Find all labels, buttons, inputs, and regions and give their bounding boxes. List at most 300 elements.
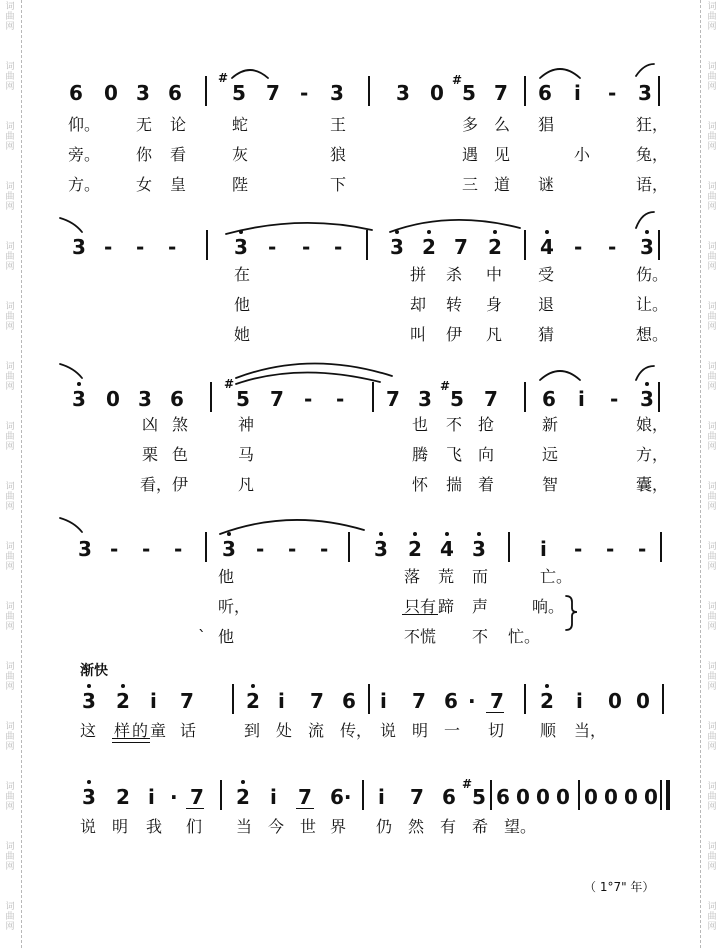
dash: - bbox=[574, 537, 583, 561]
dash: - bbox=[334, 235, 343, 259]
dash: - bbox=[288, 537, 297, 561]
lyric: 明 bbox=[412, 721, 429, 740]
slur bbox=[60, 218, 82, 232]
lyric: 着 bbox=[478, 475, 495, 494]
note-high: 3 bbox=[640, 388, 654, 410]
watermark-text: 词 曲 网 bbox=[5, 62, 15, 92]
lyric: 下 bbox=[330, 175, 347, 194]
lyric: 拼 bbox=[410, 265, 427, 284]
barline bbox=[490, 780, 492, 810]
rest: 0 bbox=[624, 785, 638, 809]
lyric: 样 bbox=[114, 721, 131, 740]
slur bbox=[60, 364, 82, 378]
lyric: 道 bbox=[494, 175, 511, 194]
watermark-text: 词 曲 网 bbox=[5, 242, 15, 272]
dash: - bbox=[610, 387, 619, 411]
note: 7 bbox=[270, 387, 284, 411]
dash: - bbox=[608, 81, 617, 105]
note: 7 bbox=[490, 689, 504, 713]
slur bbox=[60, 518, 82, 532]
sharp-sign: # bbox=[224, 377, 235, 391]
note: 5 bbox=[472, 785, 486, 809]
lyric: 一 bbox=[444, 721, 461, 740]
lyric: 而 bbox=[472, 567, 489, 586]
barline bbox=[348, 532, 350, 562]
slur bbox=[390, 220, 520, 232]
lyric: 忙。 bbox=[508, 627, 541, 646]
watermark-text: 词 曲 网 bbox=[707, 662, 717, 692]
lyric: 看 bbox=[170, 145, 187, 164]
lyric: 飞 bbox=[446, 445, 463, 464]
note: 3 bbox=[72, 235, 86, 259]
lyric: 他 bbox=[218, 627, 235, 646]
lyric: 兔， bbox=[636, 145, 669, 164]
note: 5 bbox=[462, 81, 476, 105]
watermark-text: 词 曲 网 bbox=[707, 902, 717, 932]
watermark-text: 词 曲 网 bbox=[5, 182, 15, 212]
dot: · bbox=[170, 785, 178, 809]
dash: - bbox=[110, 537, 119, 561]
lyric: ` bbox=[198, 627, 206, 646]
lyric: 明 bbox=[112, 817, 129, 836]
lyric: 女 bbox=[136, 175, 153, 194]
note-high: i bbox=[150, 689, 157, 713]
lyric: 神 bbox=[238, 415, 255, 434]
note-high: 3 bbox=[82, 786, 96, 808]
beam-line bbox=[486, 712, 504, 713]
lyric: 慌 bbox=[420, 627, 437, 646]
watermark-text: 词 曲 网 bbox=[707, 242, 717, 272]
lyric: 世 bbox=[300, 817, 317, 836]
barline bbox=[658, 76, 660, 106]
note-high: i bbox=[578, 387, 585, 411]
lyric: 声 bbox=[472, 597, 489, 616]
lyric: 也 bbox=[412, 415, 429, 434]
lyric: 凡 bbox=[238, 475, 255, 494]
note: 7 bbox=[410, 785, 424, 809]
sharp-sign: # bbox=[440, 379, 451, 393]
sharp-sign: # bbox=[462, 777, 473, 791]
note-high: 2 bbox=[540, 690, 554, 712]
dash: - bbox=[136, 235, 145, 259]
lyric: 说 bbox=[380, 721, 397, 740]
dash: - bbox=[608, 235, 617, 259]
lyric: 想。 bbox=[636, 325, 669, 344]
watermark-text: 词 曲 网 bbox=[5, 902, 15, 932]
lyric: 新 bbox=[542, 415, 559, 434]
note: 6 bbox=[496, 785, 510, 809]
note-high: i bbox=[378, 785, 385, 809]
note: 3 bbox=[330, 81, 344, 105]
beam-line bbox=[296, 808, 314, 809]
dash: - bbox=[104, 235, 113, 259]
note: 7 bbox=[412, 689, 426, 713]
lyric: 受 bbox=[538, 265, 555, 284]
lyric: 方， bbox=[636, 445, 669, 464]
lyric: 响。 bbox=[532, 597, 565, 616]
lyric: 当 bbox=[236, 817, 253, 836]
barline bbox=[524, 230, 526, 260]
barline bbox=[662, 684, 664, 714]
lyric: 转 bbox=[446, 295, 463, 314]
note: 0 bbox=[430, 81, 444, 105]
lyric: 论 bbox=[170, 115, 187, 134]
lyric: 怀 bbox=[412, 475, 429, 494]
note: 7 bbox=[266, 81, 280, 105]
lyric: 在 bbox=[234, 265, 251, 284]
lyric: 娘， bbox=[636, 415, 669, 434]
lyric: 处 bbox=[276, 721, 293, 740]
lyric: 语， bbox=[636, 175, 669, 194]
dash: - bbox=[302, 235, 311, 259]
note: 6 bbox=[69, 81, 83, 105]
barline bbox=[524, 382, 526, 412]
lyric: 仰。 bbox=[68, 115, 101, 134]
dash: - bbox=[574, 235, 583, 259]
barline bbox=[524, 684, 526, 714]
barline bbox=[578, 780, 580, 810]
lyric: 流 bbox=[308, 721, 325, 740]
lyric: 方。 bbox=[68, 175, 101, 194]
lyric: 远 bbox=[542, 445, 559, 464]
brace bbox=[566, 596, 577, 630]
lyric: 传， bbox=[340, 721, 373, 740]
lyric: 凡 bbox=[486, 325, 503, 344]
slur bbox=[236, 372, 380, 384]
lyric: 落 bbox=[404, 567, 421, 586]
lyric-underline bbox=[112, 738, 150, 739]
note: 7 bbox=[190, 785, 204, 809]
lyric: 伊 bbox=[446, 325, 463, 344]
note-high: 4 bbox=[540, 236, 554, 258]
dash: - bbox=[606, 537, 615, 561]
composition-year: （ 1°7" 年） bbox=[584, 880, 655, 894]
rest: 0 bbox=[608, 689, 622, 713]
note-high: 3 bbox=[472, 538, 486, 560]
rest: 0 bbox=[636, 689, 650, 713]
barline bbox=[368, 76, 370, 106]
barline bbox=[660, 780, 662, 810]
lyric: 灰 bbox=[232, 145, 249, 164]
watermark-text: 词 曲 网 bbox=[5, 722, 15, 752]
lyric: 凶 bbox=[142, 415, 159, 434]
watermark-text: 词 曲 网 bbox=[707, 302, 717, 332]
lyric-underline bbox=[402, 614, 438, 615]
lyric: 他 bbox=[218, 567, 235, 586]
lyric: 到 bbox=[244, 721, 261, 740]
lyric: 马 bbox=[238, 445, 255, 464]
lyric: 杀 bbox=[446, 265, 463, 284]
watermark-text: 词 曲 网 bbox=[5, 362, 15, 392]
dash: - bbox=[300, 81, 309, 105]
watermark-text: 词 曲 网 bbox=[707, 422, 717, 452]
lyric: 望。 bbox=[504, 817, 537, 836]
lyric: 腾 bbox=[412, 445, 429, 464]
rest: 0 bbox=[556, 785, 570, 809]
note: 5 bbox=[450, 387, 464, 411]
dash: - bbox=[142, 537, 151, 561]
beam-line bbox=[186, 808, 204, 809]
lyric: 荒 bbox=[438, 567, 455, 586]
lyric: 囊， bbox=[636, 475, 669, 494]
watermark-text: 词 曲 网 bbox=[5, 842, 15, 872]
barline bbox=[660, 532, 662, 562]
watermark-text: 词 曲 网 bbox=[5, 662, 15, 692]
lyric: 身 bbox=[486, 295, 503, 314]
lyric: 见 bbox=[494, 145, 511, 164]
lyric: 伤。 bbox=[636, 265, 669, 284]
lyric: 煞 bbox=[172, 415, 189, 434]
note-high: i bbox=[540, 537, 547, 561]
watermark-text: 词 曲 网 bbox=[5, 602, 15, 632]
barline bbox=[372, 382, 374, 412]
lyric: 旁。 bbox=[68, 145, 101, 164]
barline bbox=[524, 76, 526, 106]
note: 3 bbox=[418, 387, 432, 411]
lyric: 希 bbox=[472, 817, 489, 836]
lyric: 让。 bbox=[636, 295, 669, 314]
lyric: 向 bbox=[478, 445, 495, 464]
lyric: 有 bbox=[440, 817, 457, 836]
watermark-text: 词 曲 网 bbox=[5, 782, 15, 812]
lyric: 这 bbox=[80, 721, 97, 740]
lyric: 却 bbox=[410, 295, 427, 314]
barline bbox=[658, 382, 660, 412]
note-high: 2 bbox=[246, 690, 260, 712]
watermark-text: 词 曲 网 bbox=[707, 362, 717, 392]
lyric: 不 bbox=[472, 627, 489, 646]
lyric: 中 bbox=[486, 265, 503, 284]
note: 3 bbox=[136, 81, 150, 105]
note: 0 bbox=[104, 81, 118, 105]
lyric: 童 bbox=[150, 721, 167, 740]
lyric: 三 bbox=[462, 175, 479, 194]
lyric: 蛇 bbox=[232, 115, 249, 134]
note: 6 bbox=[170, 387, 184, 411]
barline bbox=[205, 532, 207, 562]
barline bbox=[368, 684, 370, 714]
lyric: 们 bbox=[186, 817, 203, 836]
note: 3 bbox=[138, 387, 152, 411]
note: 7 bbox=[310, 689, 324, 713]
watermark-text: 词 曲 网 bbox=[707, 542, 717, 572]
lyric: 小 bbox=[574, 145, 591, 164]
watermark-text: 词 曲 网 bbox=[5, 422, 15, 452]
slur bbox=[636, 64, 654, 76]
left-border bbox=[21, 0, 22, 948]
lyric: 谜 bbox=[538, 175, 555, 194]
dash: - bbox=[638, 537, 647, 561]
watermark-text: 词 曲 网 bbox=[5, 482, 15, 512]
lyric: 她 bbox=[234, 325, 251, 344]
note: 7 bbox=[180, 689, 194, 713]
slur bbox=[232, 70, 268, 78]
dash: - bbox=[256, 537, 265, 561]
dash: - bbox=[304, 387, 313, 411]
lyric: 的 bbox=[132, 721, 149, 740]
rest: 0 bbox=[536, 785, 550, 809]
watermark-text: 词 曲 网 bbox=[707, 602, 717, 632]
slur bbox=[636, 212, 654, 228]
note: 3 bbox=[78, 537, 92, 561]
lyric: 然 bbox=[408, 817, 425, 836]
note-high: i bbox=[380, 689, 387, 713]
lyric: 他 bbox=[234, 295, 251, 314]
note: 6 bbox=[538, 81, 552, 105]
note: 6· bbox=[330, 785, 352, 809]
rest: 0 bbox=[516, 785, 530, 809]
note: 0 bbox=[106, 387, 120, 411]
note: 5 bbox=[236, 387, 250, 411]
lyric: 王 bbox=[330, 115, 347, 134]
note: 7 bbox=[386, 387, 400, 411]
note: 6 bbox=[444, 689, 458, 713]
lyric: 蹄 bbox=[438, 597, 455, 616]
note-high: 3 bbox=[390, 236, 404, 258]
watermark-text: 词 曲 网 bbox=[707, 722, 717, 752]
barline bbox=[508, 532, 510, 562]
lyric: 仍 bbox=[376, 817, 393, 836]
watermark-text: 词 曲 网 bbox=[5, 122, 15, 152]
note-high: 3 bbox=[374, 538, 388, 560]
dash: - bbox=[268, 235, 277, 259]
lyric: 切 bbox=[488, 721, 505, 740]
barline bbox=[366, 230, 368, 260]
watermark-text: 词 曲 网 bbox=[5, 542, 15, 572]
lyric: 亡。 bbox=[540, 567, 573, 586]
rest: 0 bbox=[584, 785, 598, 809]
note-high: 3 bbox=[72, 388, 86, 410]
barline bbox=[206, 230, 208, 260]
barline bbox=[232, 684, 234, 714]
lyric: 狼 bbox=[330, 145, 347, 164]
dash: - bbox=[336, 387, 345, 411]
lyric: 皇 bbox=[170, 175, 187, 194]
note: 7 bbox=[494, 81, 508, 105]
note-high: 2 bbox=[488, 236, 502, 258]
note: 2 bbox=[116, 785, 130, 809]
note-high: 2 bbox=[236, 786, 250, 808]
note-high: 3 bbox=[222, 538, 236, 560]
note: 6 bbox=[442, 785, 456, 809]
barline bbox=[205, 76, 207, 106]
tempo-marking: 渐快 bbox=[80, 663, 108, 679]
lyric: 顺 bbox=[540, 721, 557, 740]
note-high: 2 bbox=[116, 690, 130, 712]
dot: · bbox=[468, 689, 476, 713]
note-high: 2 bbox=[422, 236, 436, 258]
lyric: 猜 bbox=[538, 325, 555, 344]
watermark-text: 词 曲 网 bbox=[707, 122, 717, 152]
lyric: 无 bbox=[136, 115, 153, 134]
rest: 0 bbox=[604, 785, 618, 809]
lyric: 看，伊 bbox=[140, 475, 189, 494]
slur bbox=[540, 69, 580, 78]
note: 6 bbox=[542, 387, 556, 411]
lyric: 多 bbox=[462, 115, 479, 134]
note-high: 3 bbox=[82, 690, 96, 712]
lyric: 叫 bbox=[410, 325, 427, 344]
note-high: i bbox=[270, 785, 277, 809]
note-high: 2 bbox=[408, 538, 422, 560]
watermark-text: 词 曲 网 bbox=[707, 2, 717, 32]
lyric: 我 bbox=[146, 817, 163, 836]
watermark-text: 词 曲 网 bbox=[707, 482, 717, 512]
lyric: 退 bbox=[538, 295, 555, 314]
watermark-text: 词 曲 网 bbox=[707, 182, 717, 212]
right-border bbox=[700, 0, 701, 948]
sharp-sign: # bbox=[218, 71, 229, 85]
lyric: 狂， bbox=[636, 115, 669, 134]
barline bbox=[362, 780, 364, 810]
slur bbox=[236, 363, 392, 378]
lyric: 有 bbox=[420, 597, 437, 616]
note-high: i bbox=[574, 81, 581, 105]
note: 7 bbox=[454, 235, 468, 259]
dash: - bbox=[168, 235, 177, 259]
note: 5 bbox=[232, 81, 246, 105]
lyric: 陛 bbox=[232, 175, 249, 194]
barline bbox=[658, 230, 660, 260]
lyric: 遇 bbox=[462, 145, 479, 164]
watermark-text: 词 曲 网 bbox=[5, 2, 15, 32]
note: 3 bbox=[638, 81, 652, 105]
lyric: 猖 bbox=[538, 115, 555, 134]
lyric: 不 bbox=[404, 627, 421, 646]
note: 7 bbox=[298, 785, 312, 809]
watermark-text: 词 曲 网 bbox=[5, 302, 15, 332]
dash: - bbox=[320, 537, 329, 561]
note-high: 4 bbox=[440, 538, 454, 560]
note: 6 bbox=[168, 81, 182, 105]
lyric: 色 bbox=[172, 445, 189, 464]
note-high: 3 bbox=[234, 236, 248, 258]
lyric: 今 bbox=[268, 817, 285, 836]
lyric: 当， bbox=[574, 721, 607, 740]
lyric: 听， bbox=[218, 597, 251, 616]
dash: - bbox=[174, 537, 183, 561]
lyric: 说 bbox=[80, 817, 97, 836]
slur bbox=[540, 371, 580, 380]
rest: 0 bbox=[644, 785, 658, 809]
lyric: 只 bbox=[404, 597, 421, 616]
slur bbox=[220, 520, 364, 534]
barline bbox=[220, 780, 222, 810]
watermark-text: 词 曲 网 bbox=[707, 62, 717, 92]
slur bbox=[226, 223, 372, 234]
note: 3 bbox=[396, 81, 410, 105]
barline bbox=[210, 382, 212, 412]
sharp-sign: # bbox=[452, 73, 463, 87]
watermark-text: 词 曲 网 bbox=[707, 782, 717, 812]
lyric: 你 bbox=[136, 145, 153, 164]
watermark-text: 词 曲 网 bbox=[707, 842, 717, 872]
lyric: 么 bbox=[494, 115, 511, 134]
note: 6 bbox=[342, 689, 356, 713]
lyric: 智 bbox=[542, 475, 559, 494]
note-high: i bbox=[576, 689, 583, 713]
lyric-underline bbox=[112, 742, 150, 743]
lyric: 不 bbox=[446, 415, 463, 434]
note: 7 bbox=[484, 387, 498, 411]
lyric: 揣 bbox=[446, 475, 463, 494]
lyric: 抢 bbox=[478, 415, 495, 434]
lyric: 栗 bbox=[142, 445, 159, 464]
note-high: i bbox=[148, 785, 155, 809]
lyric: 话 bbox=[180, 721, 197, 740]
lyric: 界 bbox=[330, 817, 347, 836]
slur bbox=[636, 366, 654, 380]
